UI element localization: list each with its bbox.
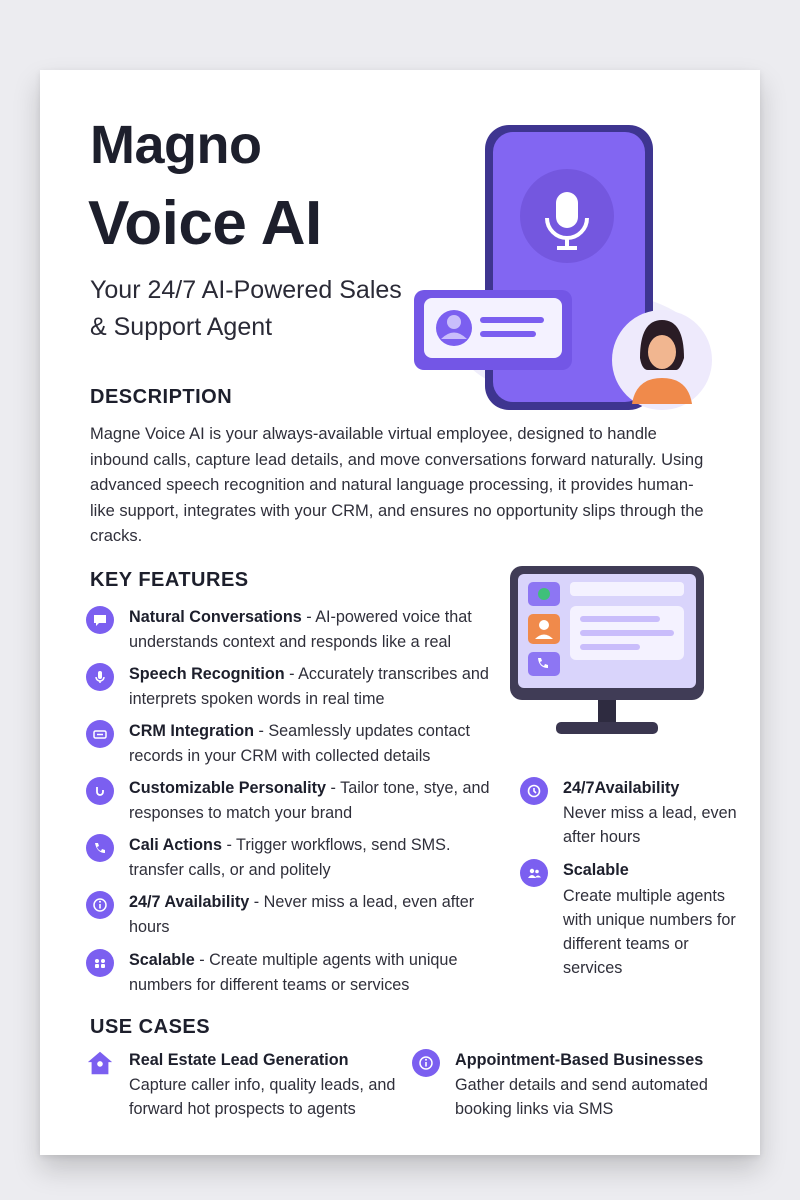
feature-item: [86, 833, 496, 883]
scale-icon: [86, 949, 114, 977]
feature-text: - Never miss a lead, even after hours: [129, 893, 475, 936]
chat-bubble-icon: [86, 606, 114, 634]
use-cases-heading: USE CASES: [90, 1016, 211, 1038]
phone-icon: [528, 652, 560, 676]
info-icon: [412, 1049, 440, 1077]
feature-text: - Seamlessly updates contact records in your CRM with collected details: [129, 722, 470, 765]
feature-title: 24/7 Availability: [129, 893, 250, 911]
side-feature-item: [520, 776, 740, 849]
microphone-icon: [86, 663, 114, 691]
flyer-card: [40, 70, 760, 1155]
side-feature-title: Scalable: [563, 861, 629, 879]
feature-title: Customizable Personality: [129, 779, 327, 797]
use-case-text: Gather details and send automated booking links via SMS: [455, 1076, 708, 1118]
database-icon: [86, 720, 114, 748]
feature-item: [86, 719, 496, 769]
contact-card-icon: [414, 290, 572, 370]
description-text: Magne Voice AI is your always-available virtual employee, designed to handle inbound calls, capture lead details, and move conversations forward naturally. Using advanced speech recognition and natural language processing, it provides human-like support, integrates with your CRM, and ensures no opportunity slips through the cracks.: [90, 425, 704, 545]
info-icon: [86, 891, 114, 919]
monitor-illustration: [502, 560, 712, 745]
feature-item: [86, 662, 496, 712]
tagline: Your 24/7 AI-Powered Sales & Support Agent: [90, 276, 402, 341]
key-features-heading: KEY FEATURES: [90, 569, 249, 591]
use-case-title: Real Estate Lead Generation: [129, 1051, 349, 1069]
feature-item: [86, 776, 496, 826]
phone-icon: [86, 834, 114, 862]
person-avatar-icon: [612, 310, 712, 410]
feature-item: [86, 948, 496, 998]
side-feature-title: 24/7Availability: [563, 779, 680, 797]
feature-title: Speech Recognition: [129, 665, 285, 683]
description-heading: DESCRIPTION: [90, 386, 233, 408]
feature-text: - Tailor tone, stye, and responses to match your brand: [129, 779, 490, 822]
feature-text: - Trigger workflows, send SMS. transfer calls, or and politely: [129, 836, 451, 879]
feature-title: Scalable: [129, 951, 195, 969]
clock-icon: [520, 777, 548, 805]
side-feature-text: Never miss a lead, even after hours: [563, 804, 737, 846]
users-icon: [520, 859, 548, 887]
feature-item: [86, 890, 496, 940]
side-feature-item: [520, 858, 740, 980]
feature-text: - Accurately transcribes and interprets spoken words in real time: [129, 665, 489, 708]
feature-title: Cali Actions: [129, 836, 222, 854]
personality-icon: [86, 777, 114, 805]
use-case-item: [86, 1048, 406, 1121]
use-case-item: [412, 1048, 712, 1121]
feature-item: [86, 605, 496, 655]
feature-text: - AI-powered voice that understands context and responds like a real: [129, 608, 472, 651]
brand-name: Magno: [90, 115, 262, 175]
phone-illustration: [410, 120, 720, 420]
feature-title: Natural Conversations: [129, 608, 302, 626]
feature-text: - Create multiple agents with unique numbers for different teams or services: [129, 951, 458, 994]
use-case-title: Appointment-Based Businesses: [455, 1051, 704, 1069]
house-icon: [86, 1049, 114, 1077]
use-case-text: Capture caller info, quality leads, and forward hot prospects to agents: [129, 1076, 396, 1118]
feature-title: CRM Integration: [129, 722, 254, 740]
side-feature-text: Create multiple agents with unique numbers for different teams or services: [563, 887, 736, 977]
product-name: Voice AI: [88, 189, 322, 258]
